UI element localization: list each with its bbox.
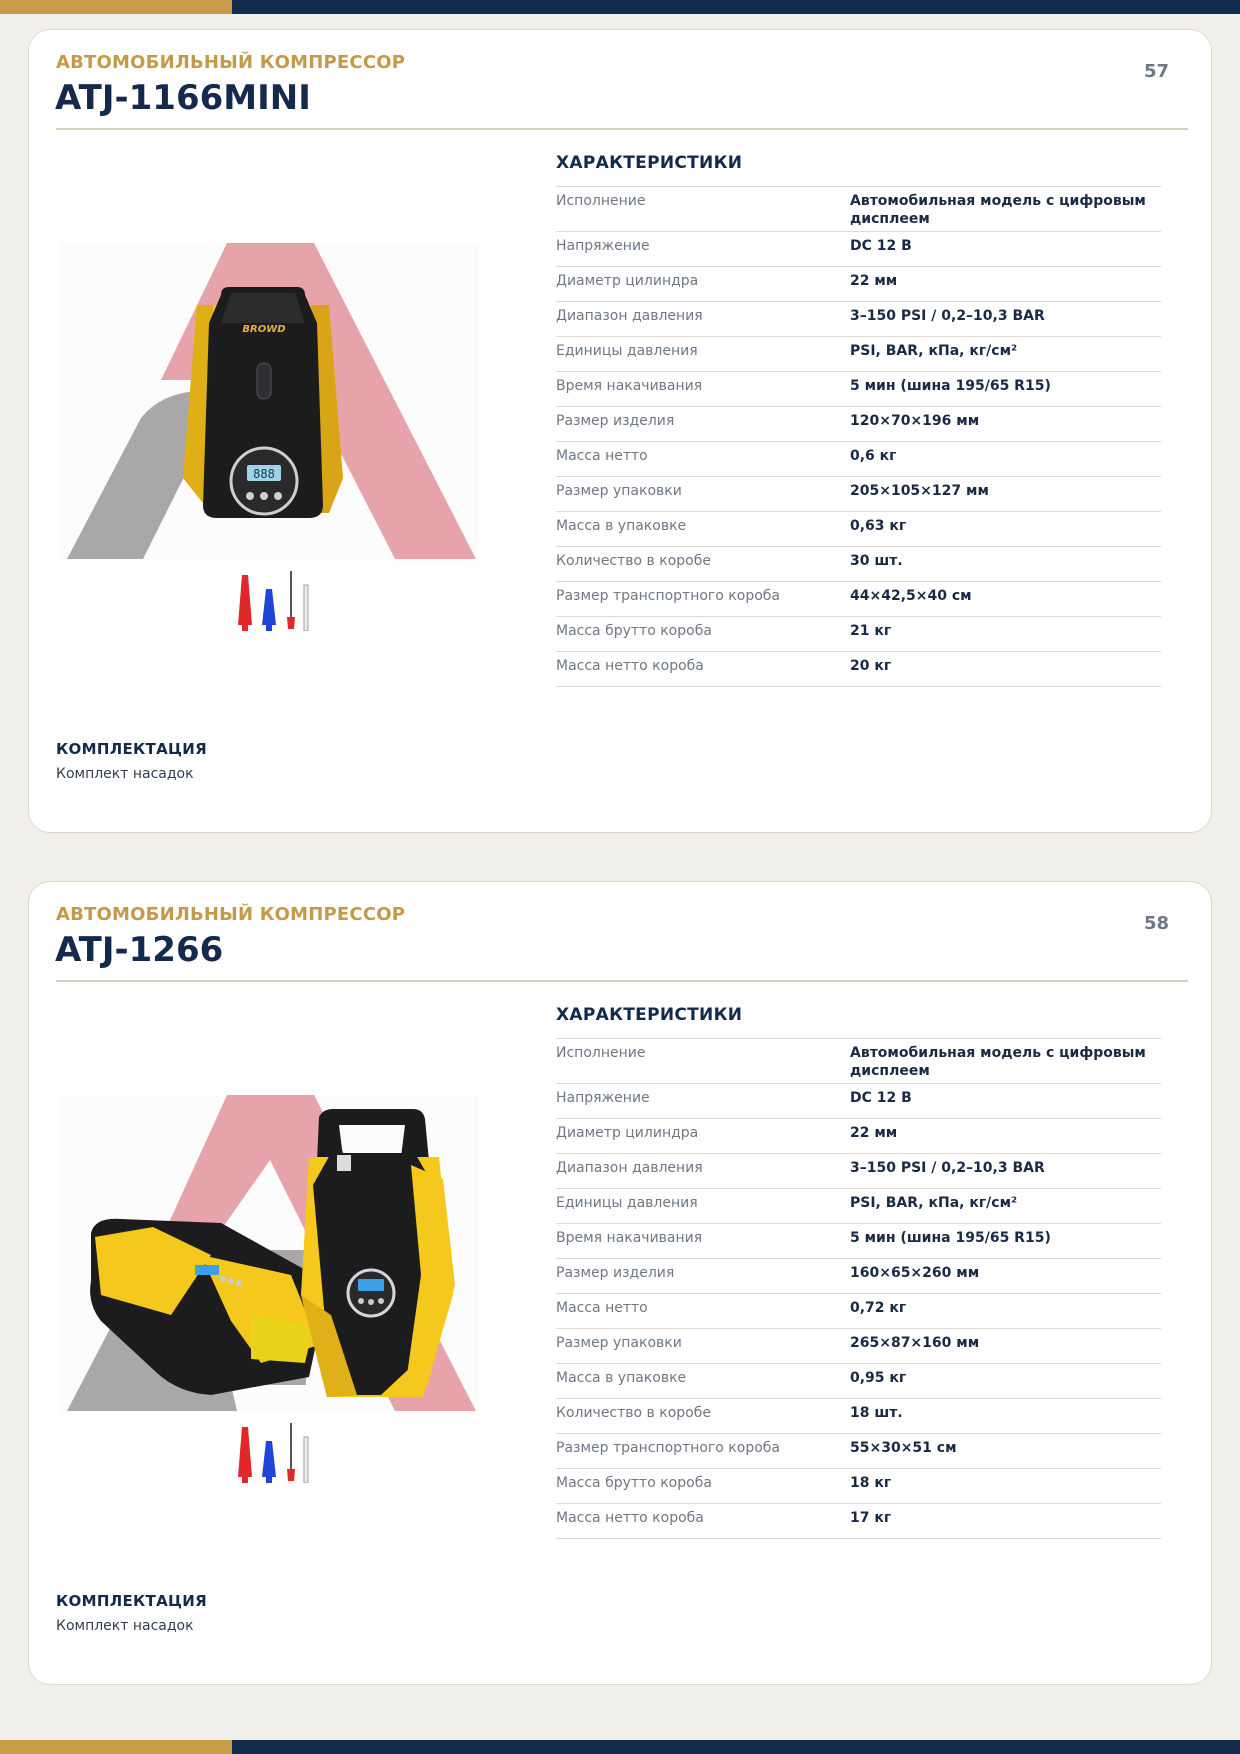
- spec-value: 0,72 кг: [850, 1300, 907, 1316]
- spec-value: PSI, BAR, кПа, кг/см²: [850, 1195, 1018, 1211]
- spec-label: Размер изделия: [556, 1265, 675, 1281]
- kit-title: КОМПЛЕКТАЦИЯ: [56, 1592, 207, 1610]
- spec-label: Единицы давления: [556, 343, 698, 359]
- spec-value: 3–150 PSI / 0,2–10,3 BAR: [850, 1160, 1045, 1176]
- spec-label: Диапазон давления: [556, 1160, 703, 1176]
- bottom-accent-gold: [0, 1740, 232, 1754]
- spec-row: [556, 337, 1161, 372]
- spec-value: Автомобильная модель с цифровым дисплеем: [850, 1045, 1146, 1079]
- header-divider: [56, 128, 1188, 130]
- spec-row: [556, 1039, 1161, 1084]
- spec-value: 20 кг: [850, 658, 892, 674]
- page-number: 58: [1143, 913, 1169, 934]
- spec-value: 44×42,5×40 см: [850, 588, 972, 604]
- kit-contents: Комплект насадок: [56, 1618, 194, 1634]
- specs-table: [556, 186, 1161, 687]
- spec-label: Размер упаковки: [556, 483, 682, 499]
- spec-value: 5 мин (шина 195/65 R15): [850, 378, 1051, 394]
- product-card-atj-1166mini: [28, 29, 1212, 833]
- spec-label: Диапазон давления: [556, 308, 703, 324]
- product-model-title: ATJ-1266: [55, 930, 224, 970]
- spec-label: Масса брутто короба: [556, 1475, 712, 1491]
- spec-value: DC 12 В: [850, 1090, 912, 1106]
- spec-value: 18 кг: [850, 1475, 892, 1491]
- spec-row: [556, 1224, 1161, 1259]
- spec-label: Время накачивания: [556, 378, 703, 394]
- brand-logo: BROWD: [242, 324, 286, 335]
- spec-value: 120×70×196 мм: [850, 413, 980, 429]
- spec-row: [556, 442, 1161, 477]
- spec-label: Масса брутто короба: [556, 623, 712, 639]
- spec-value: 55×30×51 см: [850, 1440, 957, 1456]
- spec-label: Масса нетто короба: [556, 1510, 704, 1526]
- spec-row: [556, 1154, 1161, 1189]
- top-accent-bar: [0, 0, 1240, 14]
- spec-row: [556, 547, 1161, 582]
- spec-row: [556, 407, 1161, 442]
- spec-row: [556, 187, 1161, 232]
- spec-value: 17 кг: [850, 1510, 892, 1526]
- spec-value: 160×65×260 мм: [850, 1265, 980, 1281]
- nozzle-set-image: [234, 569, 312, 631]
- spec-label: Напряжение: [556, 1090, 650, 1106]
- spec-label: Размер транспортного короба: [556, 588, 780, 604]
- product-photo: [61, 243, 479, 561]
- spec-value: DC 12 В: [850, 238, 912, 254]
- product-photo: [61, 1095, 479, 1413]
- product-category: АВТОМОБИЛЬНЫЙ КОМПРЕССОР: [56, 904, 406, 925]
- spec-label: Размер транспортного короба: [556, 1440, 780, 1456]
- specs-title: ХАРАКТЕРИСТИКИ: [556, 153, 743, 173]
- spec-row: [556, 1189, 1161, 1224]
- spec-label: Диаметр цилиндра: [556, 1125, 699, 1141]
- spec-label: Исполнение: [556, 1045, 646, 1061]
- spec-value: 5 мин (шина 195/65 R15): [850, 1230, 1051, 1246]
- spec-label: Размер изделия: [556, 413, 675, 429]
- spec-row: [556, 1364, 1161, 1399]
- spec-label: Масса в упаковке: [556, 1370, 687, 1386]
- spec-label: Напряжение: [556, 238, 650, 254]
- spec-row: [556, 302, 1161, 337]
- spec-row: [556, 1119, 1161, 1154]
- spec-value: 0,63 кг: [850, 518, 907, 534]
- spec-label: Диаметр цилиндра: [556, 273, 699, 289]
- spec-row: [556, 1504, 1161, 1539]
- lcd-readout: 888: [253, 467, 275, 481]
- spec-row: [556, 267, 1161, 302]
- spec-label: Количество в коробе: [556, 553, 711, 569]
- specs-table: [556, 1038, 1161, 1539]
- spec-label: Исполнение: [556, 193, 646, 209]
- spec-row: [556, 582, 1161, 617]
- spec-value: 22 мм: [850, 1125, 898, 1141]
- product-model-title: ATJ-1166MINI: [55, 78, 311, 118]
- spec-label: Масса нетто: [556, 448, 648, 464]
- spec-value: 3–150 PSI / 0,2–10,3 BAR: [850, 308, 1045, 324]
- header-divider: [56, 980, 1188, 982]
- spec-label: Время накачивания: [556, 1230, 703, 1246]
- spec-value: 205×105×127 мм: [850, 483, 989, 499]
- spec-row: [556, 1259, 1161, 1294]
- spec-value: 0,95 кг: [850, 1370, 907, 1386]
- spec-label: Размер упаковки: [556, 1335, 682, 1351]
- spec-row: [556, 617, 1161, 652]
- spec-value: 21 кг: [850, 623, 892, 639]
- spec-row: [556, 1084, 1161, 1119]
- bottom-accent-bar: [0, 1740, 1240, 1754]
- nozzle-set-image: [234, 1421, 312, 1483]
- specs-title: ХАРАКТЕРИСТИКИ: [556, 1005, 743, 1025]
- spec-row: [556, 1434, 1161, 1469]
- product-category: АВТОМОБИЛЬНЫЙ КОМПРЕССОР: [56, 52, 406, 73]
- spec-row: [556, 1329, 1161, 1364]
- compressor-upright-image: [301, 1109, 455, 1397]
- spec-value: 0,6 кг: [850, 448, 897, 464]
- spec-value: Автомобильная модель с цифровым дисплеем: [850, 193, 1146, 227]
- spec-value: PSI, BAR, кПа, кг/см²: [850, 343, 1018, 359]
- spec-value: 18 шт.: [850, 1405, 903, 1421]
- top-accent-gold: [0, 0, 232, 14]
- spec-row: [556, 1469, 1161, 1504]
- spec-row: [556, 232, 1161, 267]
- kit-title: КОМПЛЕКТАЦИЯ: [56, 740, 207, 758]
- spec-label: Единицы давления: [556, 1195, 698, 1211]
- top-accent-navy: [232, 0, 1240, 14]
- kit-contents: Комплект насадок: [56, 766, 194, 782]
- spec-label: Масса нетто: [556, 1300, 648, 1316]
- bottom-accent-navy: [232, 1740, 1240, 1754]
- spec-row: [556, 1294, 1161, 1329]
- page-number: 57: [1143, 61, 1169, 82]
- spec-value: 30 шт.: [850, 553, 903, 569]
- spec-label: Масса нетто короба: [556, 658, 704, 674]
- spec-label: Масса в упаковке: [556, 518, 687, 534]
- product-card-atj-1266: [28, 881, 1212, 1685]
- spec-value: 22 мм: [850, 273, 898, 289]
- spec-row: [556, 1399, 1161, 1434]
- spec-label: Количество в коробе: [556, 1405, 711, 1421]
- spec-row: [556, 477, 1161, 512]
- spec-row: [556, 652, 1161, 687]
- spec-value: 265×87×160 мм: [850, 1335, 980, 1351]
- spec-row: [556, 372, 1161, 407]
- spec-row: [556, 512, 1161, 547]
- compressor-mini-image: [183, 287, 343, 518]
